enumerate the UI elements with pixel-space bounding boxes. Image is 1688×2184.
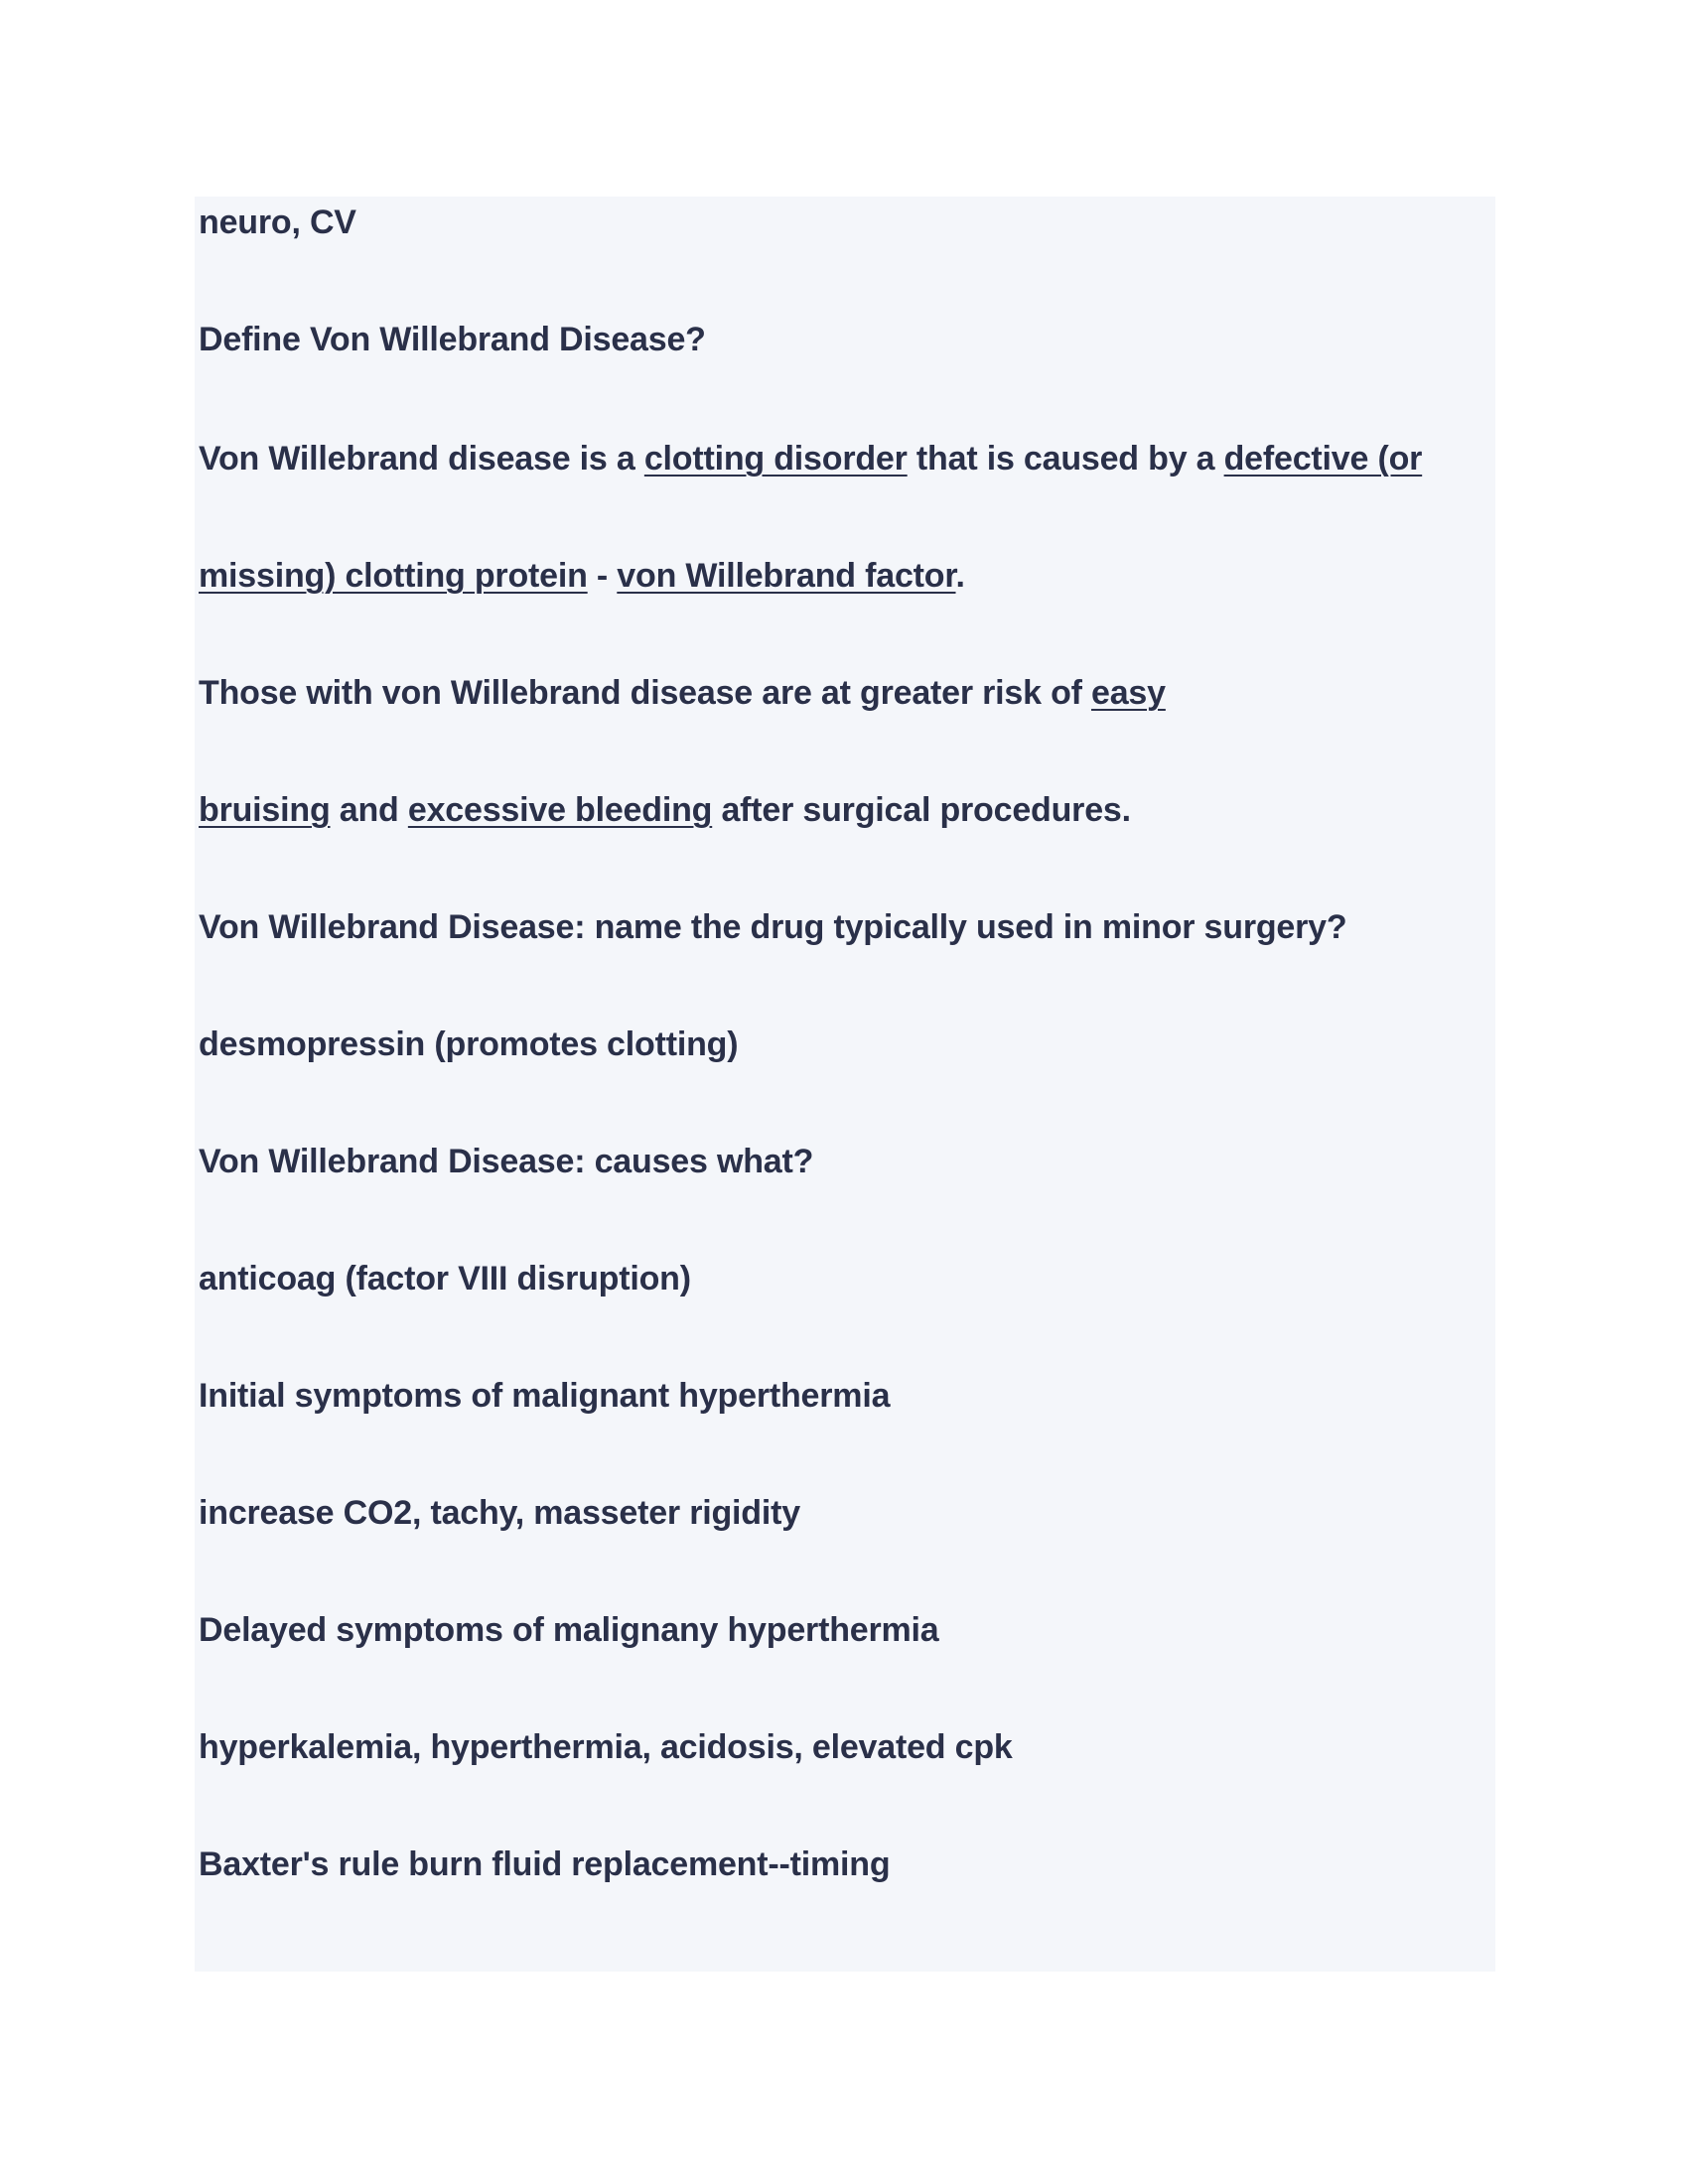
line-answer-vwd-part4 <box>199 788 1131 832</box>
text-segment: that is caused by a <box>907 440 1224 478</box>
line-answer-drug: desmopressin (promotes clotting) <box>199 1025 739 1063</box>
link-easy[interactable]: easy <box>1091 674 1166 712</box>
line-question-drug: Von Willebrand Disease: name the drug typically used in minor surgery? <box>199 908 1347 946</box>
line-answer-vwd-part2 <box>199 554 965 598</box>
line-question-initial-symptoms: Initial symptoms of malignant hyperthermia <box>199 1377 891 1415</box>
line-question-baxter: Baxter's rule burn fluid replacement--timing <box>199 1845 891 1883</box>
text-segment: after surgical procedures. <box>712 791 1131 829</box>
line-question-delayed-symptoms: Delayed symptoms of malignany hyperthermia <box>199 1611 939 1649</box>
link-bruising[interactable]: bruising <box>199 791 331 829</box>
text-segment: and <box>330 791 408 829</box>
link-defective-or[interactable]: defective (or <box>1223 440 1423 478</box>
text-segment: Von Willebrand disease is a <box>199 440 644 478</box>
link-von-willebrand-factor[interactable]: von Willebrand factor <box>617 557 956 595</box>
text-segment: Those with von Willebrand disease are at greater risk of <box>199 674 1092 712</box>
line-category: neuro, CV <box>199 204 356 241</box>
line-answer-delayed-symptoms: hyperkalemia, hyperthermia, acidosis, elevated cpk <box>199 1728 1013 1766</box>
line-question-define-vwd: Define Von Willebrand Disease? <box>199 321 706 358</box>
line-answer-initial-symptoms: increase CO2, tachy, masseter rigidity <box>199 1494 800 1532</box>
text-segment: - <box>587 557 618 595</box>
link-missing-clotting-protein[interactable]: missing) clotting protein <box>199 557 588 595</box>
line-answer-causes: anticoag (factor VIII disruption) <box>199 1260 691 1297</box>
line-question-causes: Von Willebrand Disease: causes what? <box>199 1143 814 1180</box>
text-segment: . <box>955 557 965 595</box>
line-answer-vwd-part1 <box>199 437 1422 480</box>
link-clotting-disorder[interactable]: clotting disorder <box>643 440 908 478</box>
link-excessive-bleeding[interactable]: excessive bleeding <box>407 791 713 829</box>
line-answer-vwd-part3 <box>199 671 1166 715</box>
